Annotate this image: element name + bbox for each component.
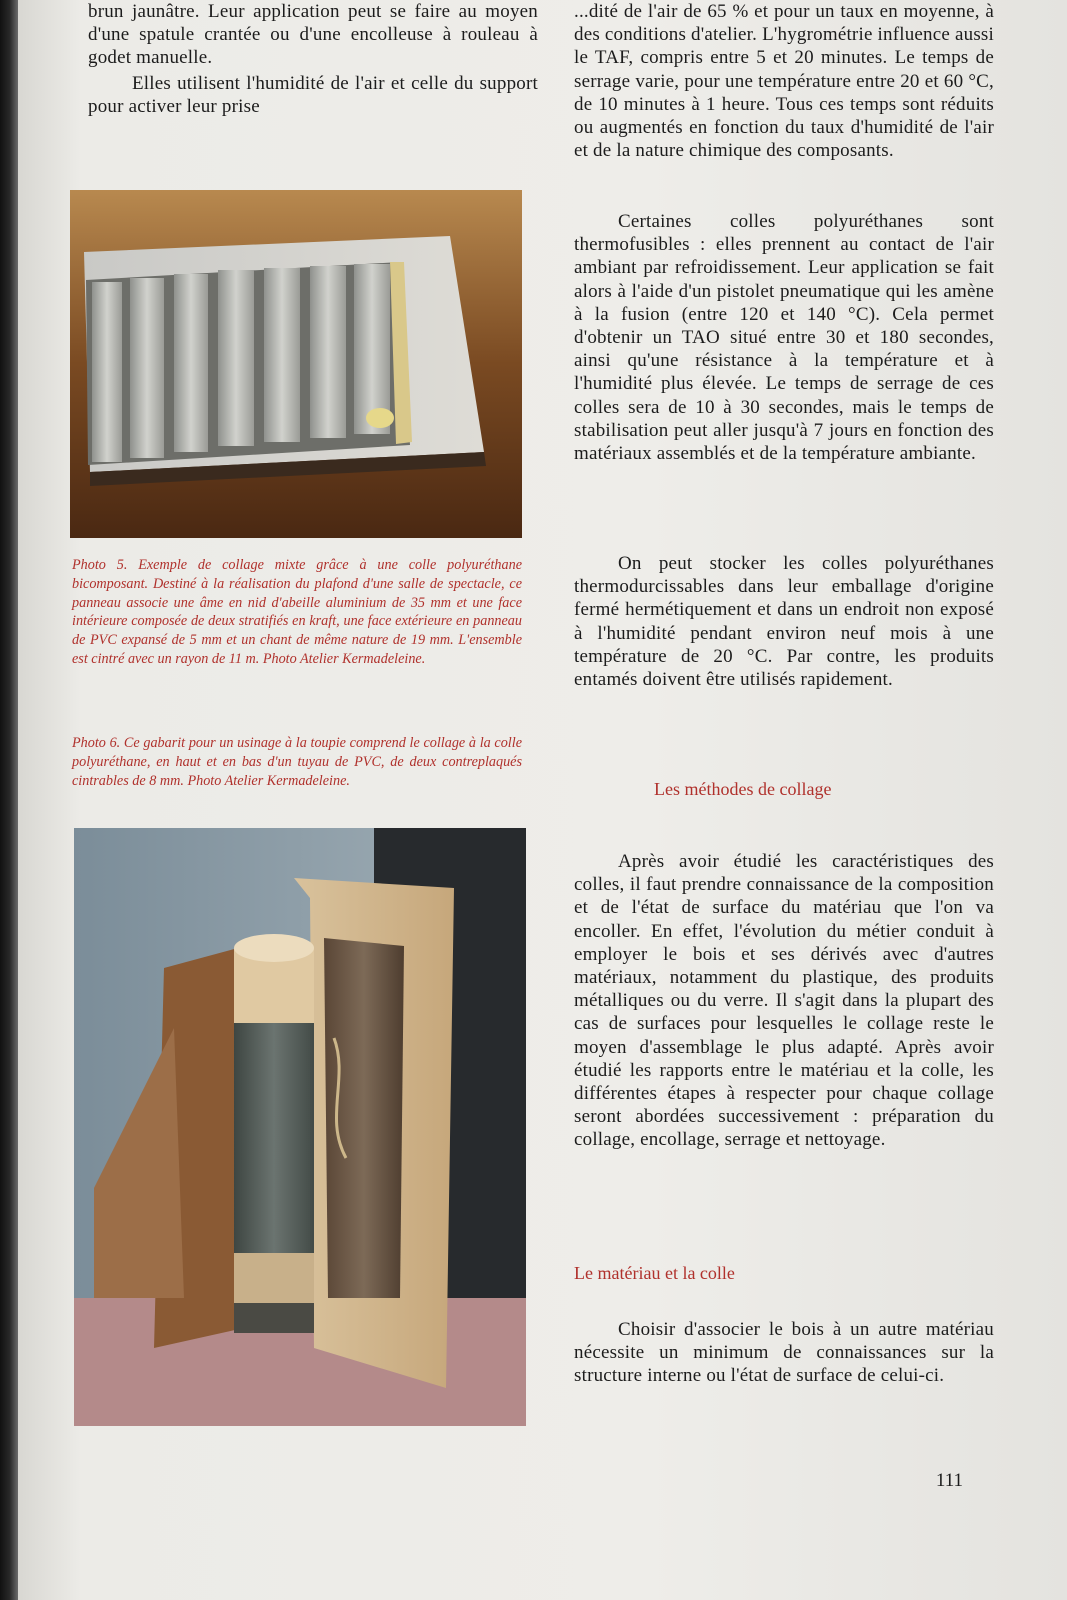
section-heading-materiau: Le matériau et la colle	[574, 1263, 735, 1283]
book-page	[18, 0, 1067, 1600]
left-second-paragraph: Elles utilisent l'humidité de l'air et celle du support pour activer leur prise	[88, 73, 538, 118]
photo-6-caption: Photo 6. Ce gabarit pour un usinage à la toupie comprend le collage à la colle polyuréthane, en haut et en bas d'un tuyau de PVC, de deux contreplaqués cintrables de 8 mm. Photo Atelier Kermadeleine.	[72, 735, 522, 789]
section-heading-methodes: Les méthodes de collage	[654, 779, 832, 799]
book-spine-shadow	[0, 0, 18, 1600]
photo-5-honeycomb-panel	[70, 190, 522, 538]
photo-5-caption: Photo 5. Exemple de collage mixte grâce à une colle polyuréthane bicomposant. Destiné à la réalisation du plafond d'une salle de spectacle, ce panneau associe une âme en nid d'abeille aluminium de 35 mm et une face intérieure composée de deux stratifiés en kraft, une face extérieure en panneau de PVC expansé de 5 mm et un chant de même nature de 19 mm. L'ensemble est cintré avec un rayon de 11 m. Photo Atelier Kermadeleine.	[72, 557, 522, 667]
photo-6-router-jig	[74, 828, 526, 1426]
right-paragraph-1: ...dité de l'air de 65 % et pour un taux en moyenne, à des conditions d'atelier. L'hygrométrie influence aussi le TAF, compris entre 5 et 20 minutes. Le temps de serrage varie, pour une température entre 20 et 60 °C, de 10 minutes à 1 heure. Tous ces temps sont réduits ou augmentés en fonction du taux d'humidité de l'air et de la nature chimique des composants.	[574, 1, 994, 162]
page-number: 111	[935, 1470, 963, 1491]
right-paragraph-4: Après avoir étudié les caractéristiques des colles, il faut prendre connaissance de la composition et de l'état de surface du matériau que l'on va encoller. En effet, l'évolution du métier conduit à employer le bois et ses dérivés avec d'autres matériaux, notamment du plastique, des produits métalliques ou du verre. Il s'agit dans la plupart des cas de surfaces pour lesquelles le collage reste le moyen d'assemblage le plus adapté. Après avoir étudié les rapports entre le matériau et la colle, les différentes étapes à respecter pour chaque collage seront abordées successivement : préparation du collage, encollage, serrage et nettoyage.	[574, 851, 994, 1151]
left-top-paragraph: brun jaunâtre. Leur application peut se faire au moyen d'une spatule crantée ou d'une encolleuse à rouleau à godet manuelle.	[88, 1, 538, 69]
right-paragraph-2: Certaines colles polyuréthanes sont thermofusibles : elles prennent au contact de l'air ambiant par refroidissement. Leur application se fait alors à l'aide d'un pistolet pneumatique qui les amène à la fusion (entre 120 et 140 °C). Cela permet d'obtenir un TAO situé entre 30 et 180 secondes, ainsi qu'une résistance à la température et à l'humidité plus élevée. Le temps de serrage de ces colles sera de 10 à 30 secondes, mais le temps de stabilisation peut aller jusqu'à 7 jours en fonction des matériaux assemblés et de la température ambiante.	[574, 211, 994, 465]
right-paragraph-5: Choisir d'associer le bois à un autre matériau nécessite un minimum de connaissances sur la structure interne ou l'état de surface de celui-ci.	[574, 1319, 994, 1387]
right-paragraph-3: On peut stocker les colles polyuréthanes thermodurcissables dans leur emballage d'origine fermé hermétiquement et dans un endroit non exposé à l'humidité pendant environ neuf mois à une température de 20 °C. Par contre, les produits entamés doivent être utilisés rapidement.	[574, 553, 994, 691]
